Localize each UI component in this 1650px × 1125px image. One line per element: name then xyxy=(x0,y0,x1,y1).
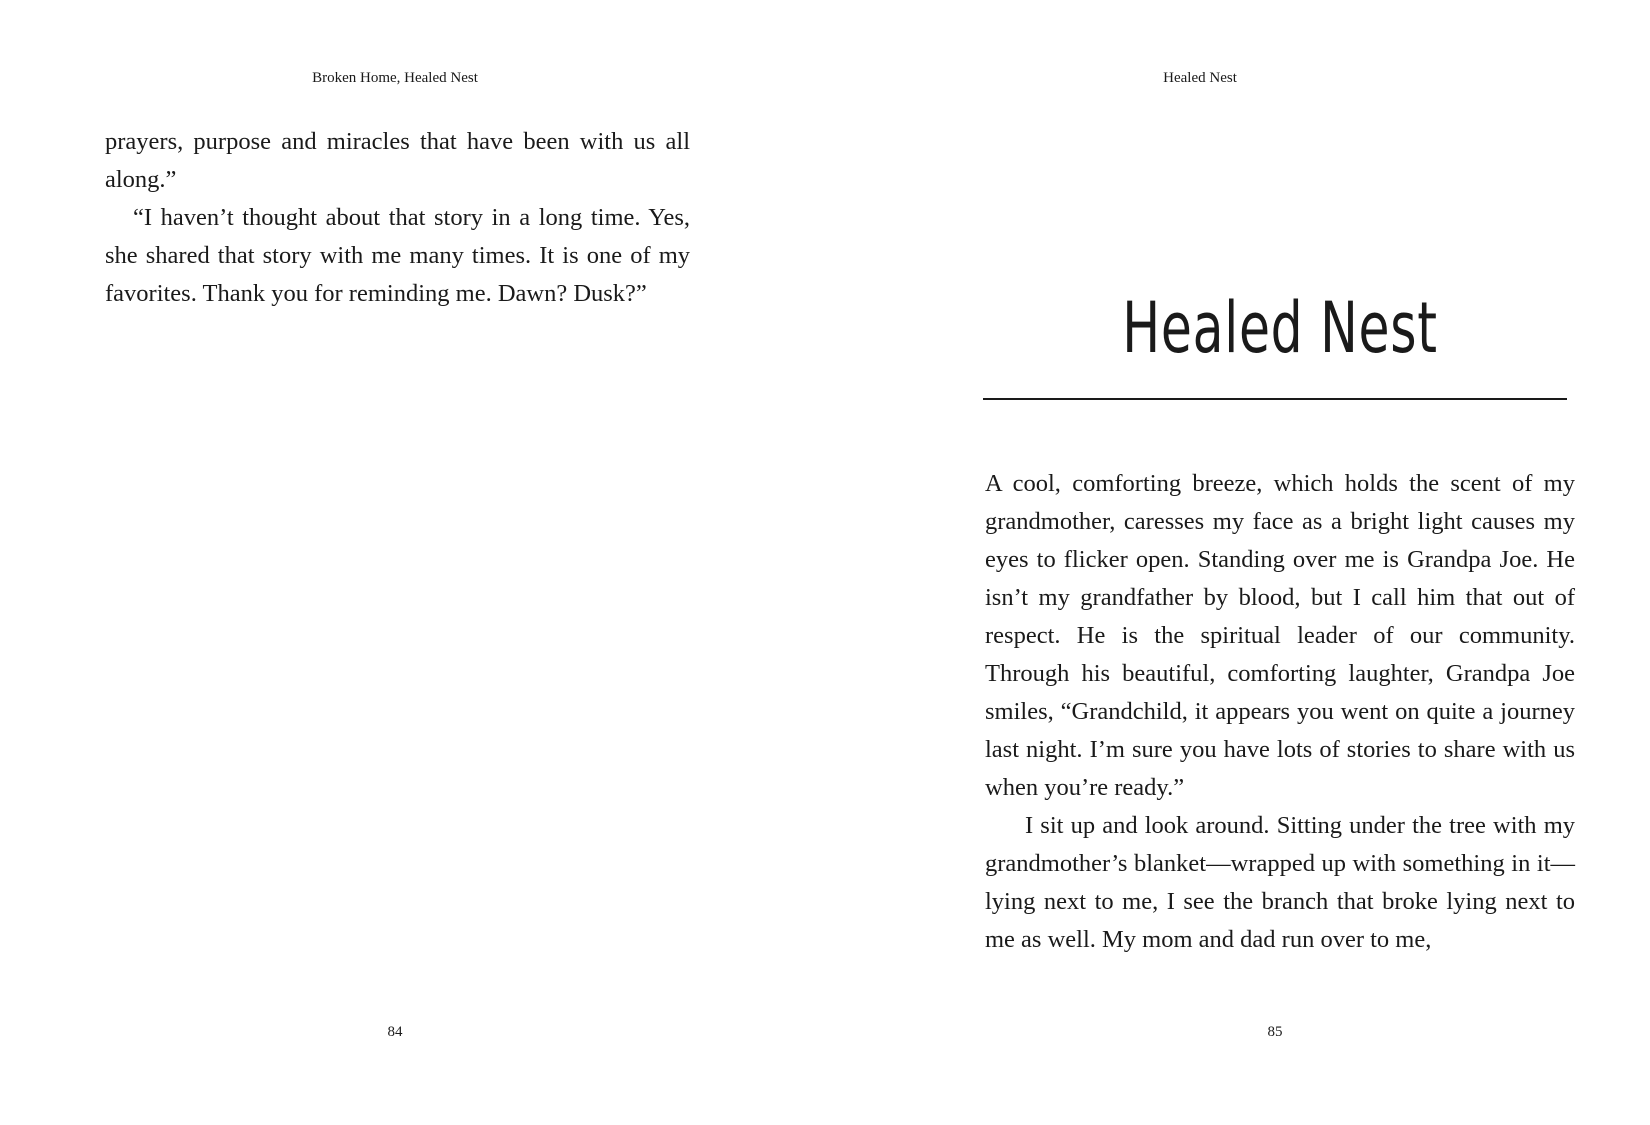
right-page xyxy=(825,0,1650,1125)
paragraph: A cool, comforting breeze, which holds the scent of my grandmother, caresses my face as a bright light causes my eyes to flicker open. Standing over me is Grandpa Joe. He isn’t my grandfather by blood, but I call him that out of respect. He is the spiritual leader of our community. Through his beautiful, comforting laughter, Grandpa Joe smiles, “Grandchild, it appears you went on quite a journey last night. I’m sure you have lots of stories to share with us when you’re ready.” xyxy=(985,470,1575,801)
paragraph: prayers, purpose and miracles that have been with us all along.” xyxy=(105,128,690,193)
paragraph: “I haven’t thought about that story in a long time. Yes, she shared that story with me many times. It is one of my favorites. Thank you for reminding me. Dawn? Dusk?” xyxy=(105,204,690,307)
running-head-right: Healed Nest xyxy=(1163,70,1237,86)
page-number-right: 85 xyxy=(1267,1024,1283,1040)
running-head-left: Broken Home, Healed Nest xyxy=(312,70,478,86)
chapter-title: Healed Nest xyxy=(1122,287,1438,369)
paragraph: I sit up and look around. Sitting under the tree with my grandmother’s blanket—wrapped up with something in it—lying next to me, I see the branch that broke lying next to me as well. My mom and dad run over to me, xyxy=(985,812,1575,953)
right-page-body xyxy=(985,465,1575,959)
page-number-left: 84 xyxy=(387,1024,403,1040)
chapter-divider xyxy=(983,398,1567,400)
left-page-body xyxy=(105,123,690,313)
